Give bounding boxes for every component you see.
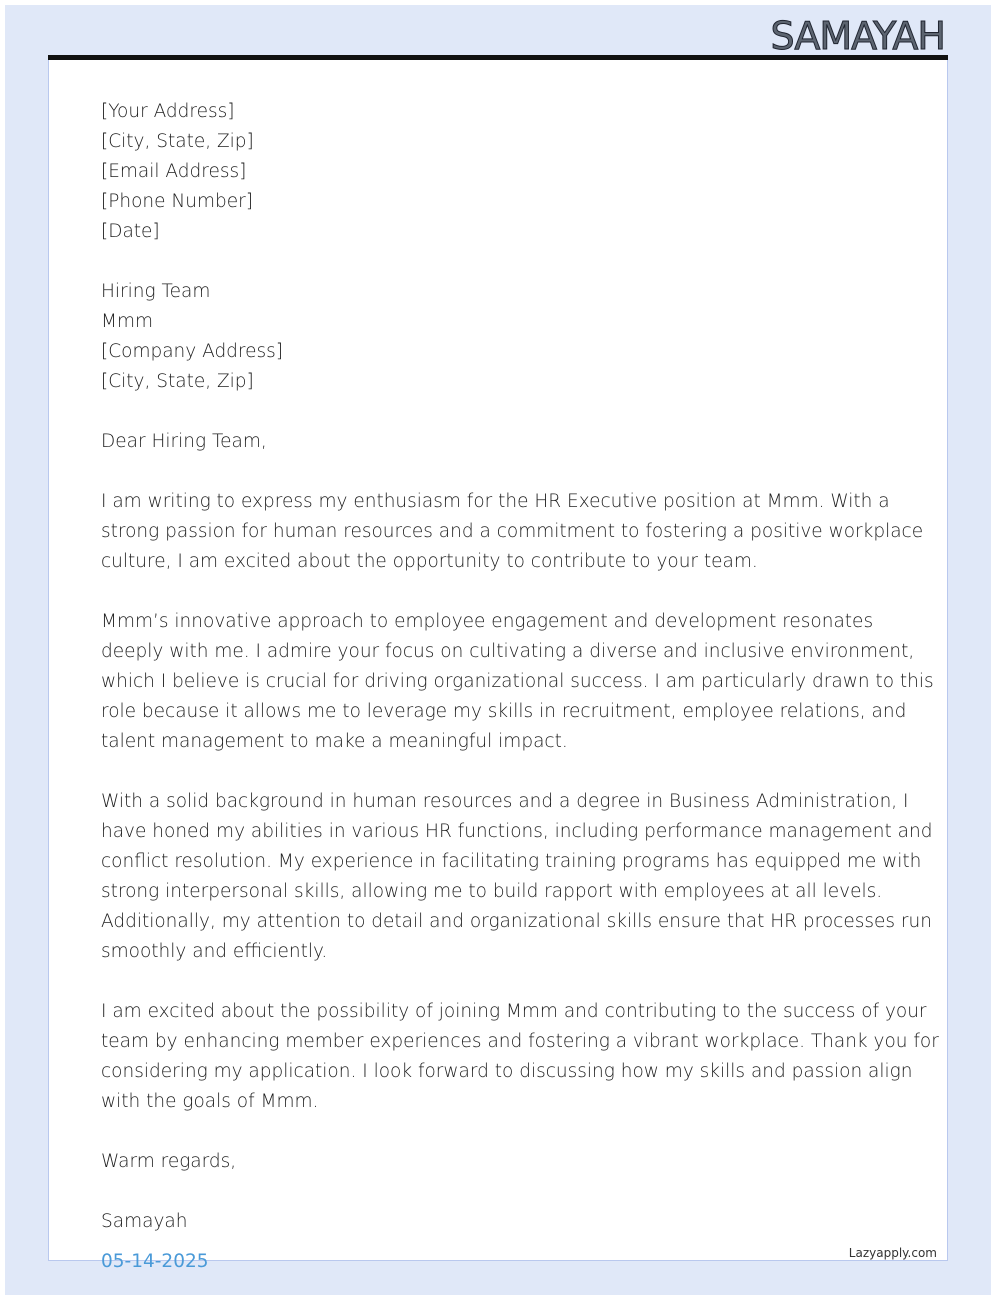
paragraph-line: Additionally, my attention to detail and organizational skills ensure that HR processes run	[101, 911, 932, 932]
sender-phone: [Phone Number]	[101, 191, 253, 212]
letter-body	[101, 97, 939, 1237]
closing-text: Warm regards,	[101, 1151, 237, 1172]
sender-city-state-zip: [City, State, Zip]	[101, 131, 254, 152]
paragraph-line: smoothly and efficiently.	[101, 941, 328, 962]
footer-date: 05-14-2025	[101, 1251, 209, 1272]
sender-date: [Date]	[101, 221, 160, 242]
paragraph-line: I am excited about the possibility of joining Mmm and contributing to the success of your	[101, 1001, 927, 1022]
paragraph-line: team by enhancing member experiences and fostering a vibrant workplace. Thank you for	[101, 1031, 939, 1052]
paragraph-line: strong passion for human resources and a commitment to fostering a positive workplace	[101, 521, 924, 542]
paragraph-line: role because it allows me to leverage my skills in recruitment, employee relations, and	[101, 701, 907, 722]
recipient-name: Hiring Team	[101, 281, 211, 302]
paragraph-line: Mmm’s innovative approach to employee engagement and development resonates	[101, 611, 874, 632]
signature	[101, 1207, 901, 1237]
letter-sheet	[48, 60, 948, 1272]
signature-text: Samayah	[101, 1211, 188, 1232]
paragraph-line: have honed my abilities in various HR functions, including performance management and	[101, 821, 933, 842]
paragraph-1	[101, 487, 924, 577]
paragraph-2	[101, 607, 934, 757]
salutation-text: Dear Hiring Team,	[101, 431, 267, 452]
paragraph-line: culture, I am excited about the opportunity to contribute to your team.	[101, 551, 758, 572]
paragraph-line: considering my application. I look forward to discussing how my skills and passion align	[101, 1061, 913, 1082]
footer-brand: Lazyapply.com	[848, 1246, 937, 1260]
paragraph-4	[101, 997, 939, 1117]
paragraph-line: with the goals of Mmm.	[101, 1091, 319, 1112]
salutation	[101, 427, 901, 457]
paragraph-line: talent management to make a meaningful impact.	[101, 731, 568, 752]
paragraph-line: I am writing to express my enthusiasm for the HR Executive position at Mmm. With a	[101, 491, 890, 512]
recipient-city-state-zip: [City, State, Zip]	[101, 371, 254, 392]
recipient-address: [Company Address]	[101, 341, 284, 362]
closing	[101, 1147, 901, 1177]
paragraph-line: conflict resolution. My experience in facilitating training programs has equipped me with	[101, 851, 922, 872]
paragraph-line: which I believe is crucial for driving organizational success. I am particularly drawn to this	[101, 671, 934, 692]
sender-address: [Your Address]	[101, 101, 235, 122]
paragraph-line: deeply with me. I admire your focus on cultivating a diverse and inclusive environment,	[101, 641, 915, 662]
sender-block	[101, 97, 901, 247]
paragraph-3	[101, 787, 933, 967]
recipient-block	[101, 277, 901, 397]
recipient-company: Mmm	[101, 311, 154, 332]
sender-email: [Email Address]	[101, 161, 247, 182]
header-logo: SAMAYAH	[770, 14, 945, 58]
paragraph-line: With a solid background in human resources and a degree in Business Administration, I	[101, 791, 909, 812]
paragraph-line: strong interpersonal skills, allowing me to build rapport with employees at all levels.	[101, 881, 883, 902]
